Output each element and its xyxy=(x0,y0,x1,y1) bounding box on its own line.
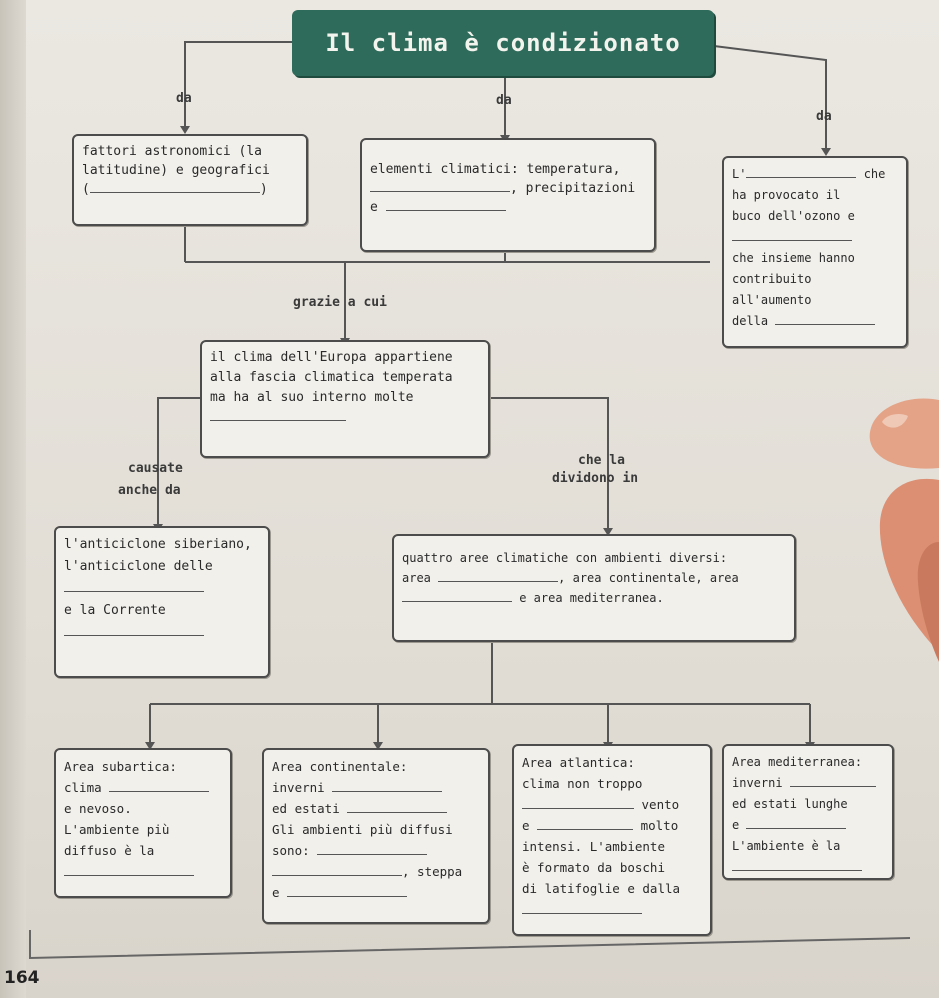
uomo-line6: contribuito all'aumento xyxy=(732,272,812,307)
quattro-line3 xyxy=(402,588,786,608)
blank-field[interactable] xyxy=(522,913,642,914)
box-area-mediterranea xyxy=(722,744,894,880)
atlantica-line5: è formato da boschi xyxy=(522,860,665,875)
box-fattori xyxy=(72,134,308,226)
elementi-line3 xyxy=(370,198,646,217)
atlantica-line6: di latifoglie e dalla xyxy=(522,881,681,896)
connector-anche-da: anche da xyxy=(118,483,181,498)
continentale-line6 xyxy=(272,882,480,903)
mediterranea-line5 xyxy=(732,857,884,878)
fattori-line3 xyxy=(82,180,298,199)
elementi-line2 xyxy=(370,179,646,198)
fattori-paren-close: ) xyxy=(259,182,268,197)
europa-line2: alla fascia climatica temperata xyxy=(210,370,453,385)
anticiclone-line2: l'anticiclone delle xyxy=(64,559,213,574)
fattori-paren-open: ( xyxy=(82,182,90,197)
box-anticiclone xyxy=(54,526,270,678)
uomo-line3: buco dell'ozono e xyxy=(732,209,855,223)
blank-field[interactable] xyxy=(287,896,407,897)
box-europa xyxy=(200,340,490,458)
anticiclone-line3 xyxy=(64,578,260,600)
blank-field[interactable] xyxy=(317,854,427,855)
continentale-line4 xyxy=(272,840,480,861)
blank-field[interactable] xyxy=(522,808,634,809)
atlantica-line4: intensi. L'ambiente xyxy=(522,839,665,854)
blank-field[interactable] xyxy=(537,829,633,830)
continentale-line2 xyxy=(272,798,480,819)
blank-field[interactable] xyxy=(438,581,558,582)
connector-da-left: da xyxy=(176,91,192,106)
fattori-line2: latitudine) e geografici xyxy=(82,163,270,178)
quattro-line2 xyxy=(402,568,786,588)
blank-field[interactable] xyxy=(732,870,862,871)
subartica-line5 xyxy=(64,861,222,882)
finger-overlay xyxy=(860,392,939,692)
mediterranea-line1 xyxy=(732,773,884,794)
atlantica-line7 xyxy=(522,899,702,920)
atlantica-vento: vento xyxy=(641,797,680,812)
elementi-e: e xyxy=(370,200,378,215)
quattro-line1: quattro aree climatiche con ambienti diversi: xyxy=(402,551,728,565)
quattro-line2-end: , area continentale, area xyxy=(558,571,739,585)
box-quattro-aree xyxy=(392,534,796,642)
connector-da-mid: da xyxy=(496,93,512,108)
blank-field[interactable] xyxy=(64,591,204,592)
page-number: 164 xyxy=(4,968,40,988)
blank-field[interactable] xyxy=(732,240,852,241)
box-area-atlantica xyxy=(512,744,712,936)
anticiclone-line4: e la Corrente xyxy=(64,603,166,618)
mediterranea-e: e xyxy=(732,818,740,832)
atlantica-e: e xyxy=(522,818,530,833)
uomo-line1 xyxy=(732,164,898,185)
mediterranea-title: Area mediterranea: xyxy=(732,755,863,769)
continentale-steppa: , steppa xyxy=(402,864,463,879)
elementi-tail: , precipitazioni xyxy=(510,181,636,196)
blank-field[interactable] xyxy=(210,420,346,421)
blank-field[interactable] xyxy=(90,192,260,193)
subartica-line3: L'ambiente più xyxy=(64,822,170,837)
uomo-line5: che insieme hanno xyxy=(732,251,855,265)
mediterranea-line3 xyxy=(732,815,884,836)
continentale-line5 xyxy=(272,861,480,882)
connector-che-la: che la xyxy=(578,453,625,468)
uomo-line4 xyxy=(732,227,898,248)
continentale-line1 xyxy=(272,777,480,798)
continentale-estati: ed estati xyxy=(272,801,340,816)
uomo-che: che xyxy=(863,167,886,181)
uomo-l-apostrophe: L' xyxy=(732,167,747,181)
blank-field[interactable] xyxy=(64,875,194,876)
mediterranea-inverni: inverni xyxy=(732,776,783,790)
blank-field[interactable] xyxy=(64,635,204,636)
europa-line4 xyxy=(210,408,480,428)
uomo-line7 xyxy=(732,311,898,332)
subartica-line2: e nevoso. xyxy=(64,801,132,816)
diagram-title: Il clima è condizionato xyxy=(292,10,714,76)
blank-field[interactable] xyxy=(109,791,209,792)
uomo-della: della xyxy=(732,314,769,328)
subartica-line1 xyxy=(64,777,222,798)
blank-field[interactable] xyxy=(746,177,856,178)
uomo-line2: ha provocato il xyxy=(732,188,841,202)
anticiclone-line5 xyxy=(64,622,260,644)
atlantica-molto: molto xyxy=(640,818,679,833)
europa-line1: il clima dell'Europa appartiene xyxy=(210,350,453,365)
box-area-continentale xyxy=(262,748,490,924)
mediterranea-line4: L'ambiente è la xyxy=(732,839,841,853)
elementi-line1: elementi climatici: temperatura, xyxy=(370,162,621,177)
continentale-e: e xyxy=(272,885,280,900)
subartica-clima: clima xyxy=(64,780,102,795)
connector-dividono-in: dividono in xyxy=(552,471,639,486)
atlantica-line2 xyxy=(522,794,702,815)
atlantica-title: Area atlantica: xyxy=(522,755,635,770)
box-area-subartica xyxy=(54,748,232,898)
mediterranea-line2: ed estati lunghe xyxy=(732,797,848,811)
box-elementi xyxy=(360,138,656,252)
blank-field[interactable] xyxy=(272,875,402,876)
blank-field[interactable] xyxy=(402,601,512,602)
blank-field[interactable] xyxy=(370,191,510,192)
subartica-title: Area subartica: xyxy=(64,759,177,774)
continentale-line3: Gli ambienti più diffusi xyxy=(272,822,453,837)
subartica-line4: diffuso è la xyxy=(64,843,155,858)
blank-field[interactable] xyxy=(332,791,442,792)
blank-field[interactable] xyxy=(775,324,875,325)
fattori-line1: fattori astronomici (la xyxy=(82,144,263,159)
continentale-sono: sono: xyxy=(272,843,310,858)
continentale-inverni: inverni xyxy=(272,780,325,795)
europa-line3: ma ha al suo interno molte xyxy=(210,390,414,405)
anticiclone-line1: l'anticiclone siberiano, xyxy=(64,537,252,552)
blank-field[interactable] xyxy=(790,786,876,787)
connector-da-right: da xyxy=(816,109,832,124)
box-uomo xyxy=(722,156,908,348)
quattro-area: area xyxy=(402,571,431,585)
quattro-line3-end: e area mediterranea. xyxy=(519,591,664,605)
continentale-title: Area continentale: xyxy=(272,759,408,774)
blank-field[interactable] xyxy=(386,210,506,211)
atlantica-line3 xyxy=(522,815,702,836)
connector-grazie-a-cui: grazie a cui xyxy=(293,295,387,310)
atlantica-line1: clima non troppo xyxy=(522,776,643,791)
connector-causate: causate xyxy=(128,461,183,476)
blank-field[interactable] xyxy=(347,812,447,813)
blank-field[interactable] xyxy=(746,828,846,829)
